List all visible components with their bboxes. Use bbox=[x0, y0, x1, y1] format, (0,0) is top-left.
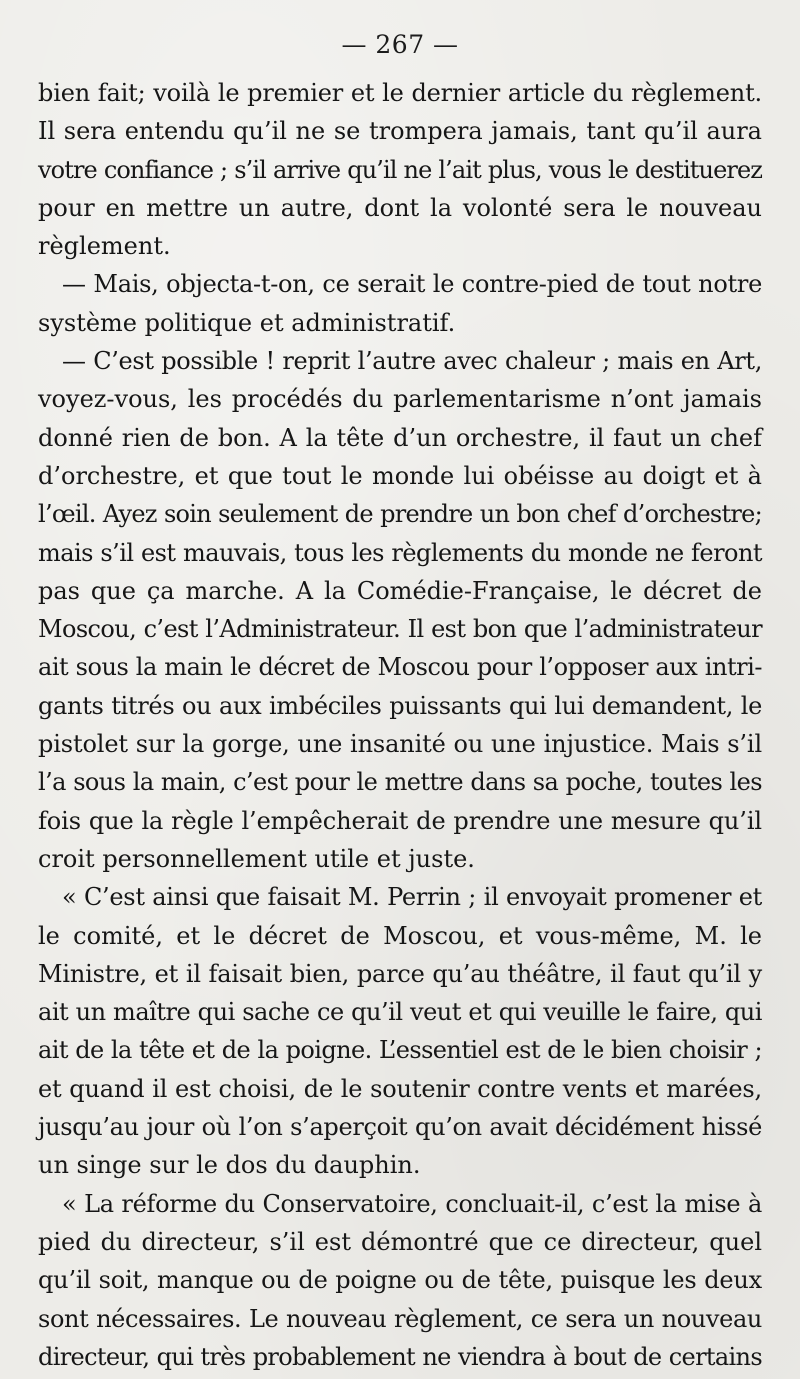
text-line: pistolet sur la gorge, une insanité ou une injustice. Mais s’il bbox=[38, 730, 762, 759]
text-line: pied du directeur, s’il est démontré que ce directeur, quel bbox=[38, 1227, 762, 1256]
text-line: Ministre, et il faisait bien, parce qu’au théâtre, il faut qu’il y bbox=[38, 959, 762, 988]
text-line: bien fait; voilà le premier et le dernier article du règlement. bbox=[38, 79, 762, 107]
text-line: « C’est ainsi que faisait M. Perrin ; il envoyait promener et bbox=[62, 883, 762, 912]
text-line: règlement. bbox=[38, 232, 171, 261]
text-line: pas que ça marche. A la Comédie-Française, le décret de bbox=[38, 576, 762, 605]
page-number: — 267 — bbox=[341, 30, 459, 59]
text-line: jusqu’au jour où l’on s’aperçoit qu’on avait décidément hissé bbox=[38, 1113, 762, 1142]
text-line: fois que la règle l’empêcherait de prendre une mesure qu’il bbox=[38, 806, 762, 835]
text-line: d’orchestre, et que tout le monde lui obéisse au doigt et à bbox=[38, 461, 762, 490]
text-line: pour en mettre un autre, dont la volonté sera le nouveau bbox=[38, 193, 762, 222]
text-line: donné rien de bon. A la tête d’un orchestre, il faut un chef bbox=[38, 423, 762, 452]
text-line: — C’est possible ! reprit l’autre avec chaleur ; mais en Art, bbox=[62, 347, 762, 376]
text-line: l’œil. Ayez soin seulement de prendre un bon chef d’orchestre; bbox=[38, 500, 762, 529]
text-line: système politique et administratif. bbox=[38, 308, 456, 337]
text-line: et quand il est choisi, de le soutenir contre vents et marées, bbox=[38, 1074, 762, 1103]
text-line: ait sous la main le décret de Moscou pour l’opposer aux intri- bbox=[38, 653, 762, 682]
text-line: mais s’il est mauvais, tous les règlements du monde ne feront bbox=[38, 538, 762, 567]
text-line: l’a sous la main, c’est pour le mettre dans sa poche, toutes les bbox=[38, 768, 762, 797]
text-line: qu’il soit, manque ou de poigne ou de tête, puisque les deux bbox=[38, 1266, 762, 1295]
text-line: ait un maître qui sache ce qu’il veut et qui veuille le faire, qui bbox=[38, 998, 762, 1027]
text-line: voyez-vous, les procédés du parlementarisme n’ont jamais bbox=[38, 385, 762, 414]
text-line: Il sera entendu qu’il ne se trompera jamais, tant qu’il aura bbox=[38, 117, 762, 146]
text-line: sont nécessaires. Le nouveau règlement, ce sera un nouveau bbox=[38, 1304, 762, 1333]
text-line: un singe sur le dos du dauphin. bbox=[38, 1151, 421, 1180]
text-line: votre confiance ; s’il arrive qu’il ne l’ait plus, vous le destituerez bbox=[38, 155, 762, 184]
text-line: Moscou, c’est l’Administrateur. Il est bon que l’administrateur bbox=[38, 615, 762, 644]
text-line: le comité, et le décret de Moscou, et vous-même, M. le bbox=[38, 921, 762, 950]
text-line: croit personnellement utile et juste. bbox=[38, 844, 475, 873]
body-text bbox=[38, 74, 762, 1376]
text-line: gants titrés ou aux imbéciles puissants qui lui demandent, le bbox=[38, 691, 762, 720]
text-line: ait de la tête et de la poigne. L’essentiel est de le bien choisir ; bbox=[38, 1036, 762, 1065]
text-line: directeur, qui très probablement ne viendra à bout de certains bbox=[38, 1342, 762, 1371]
text-line: « La réforme du Conservatoire, concluait-il, c’est la mise à bbox=[62, 1189, 762, 1218]
text-line: — Mais, objecta-t-on, ce serait le contre-pied de tout notre bbox=[62, 270, 762, 299]
